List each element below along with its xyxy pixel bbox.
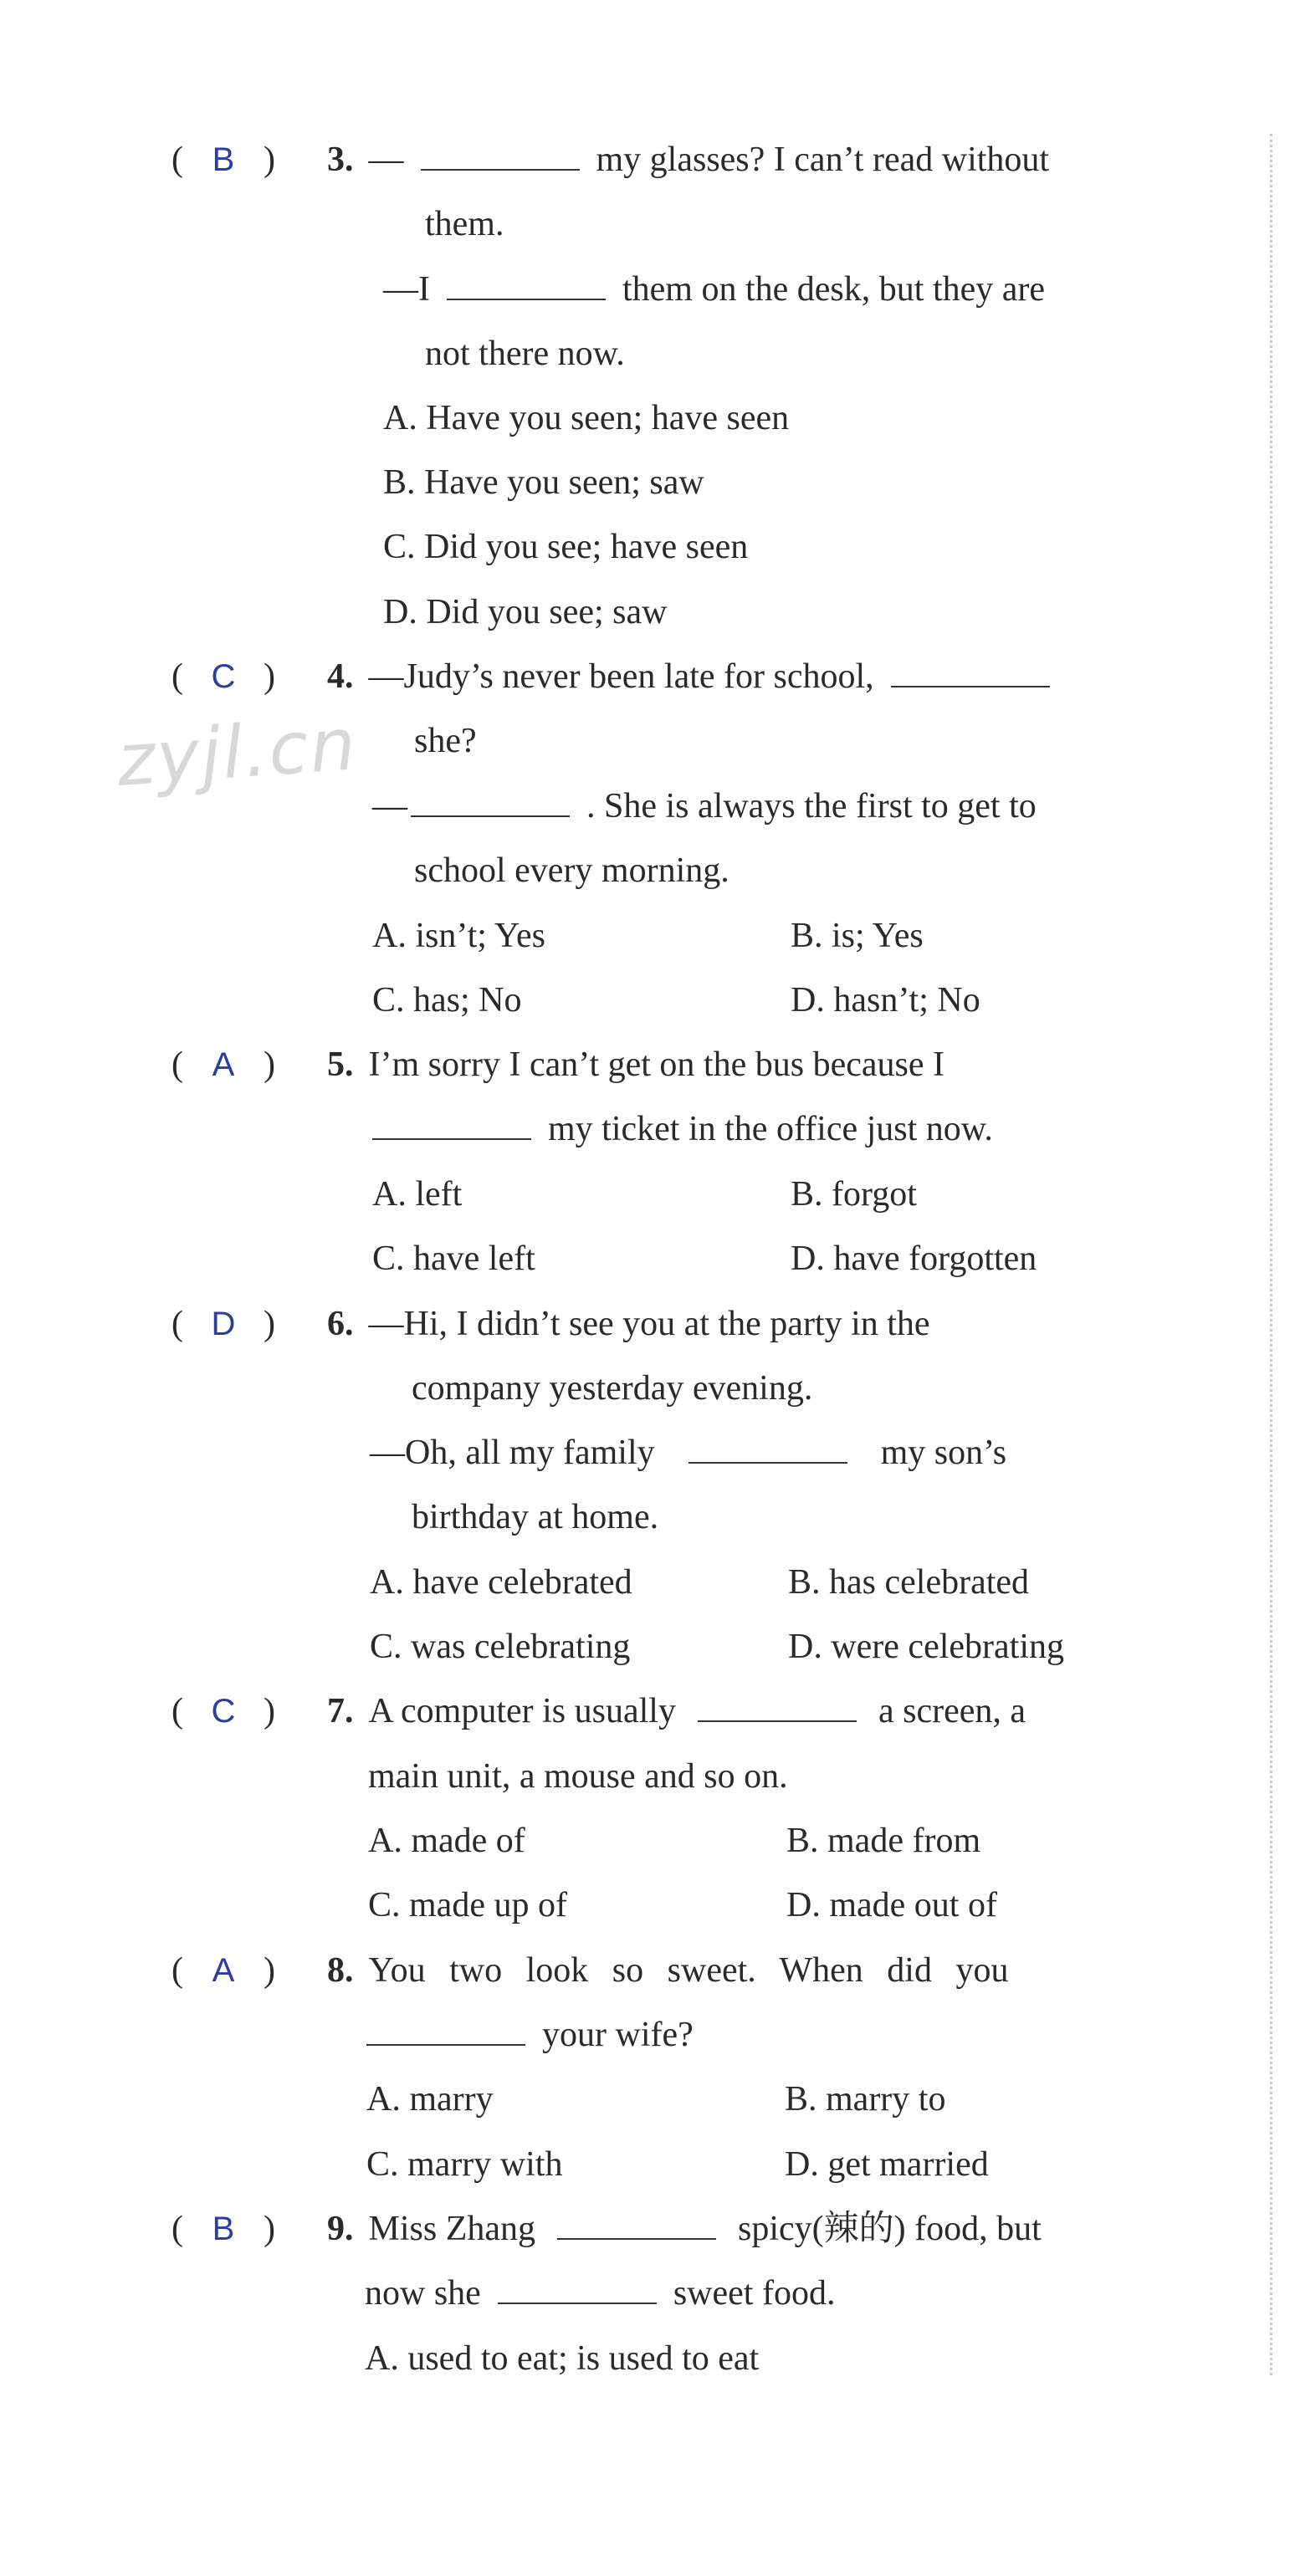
- blank: [447, 270, 606, 300]
- option-6a: A. have celebrated: [370, 1563, 632, 1602]
- option-8b: B. marry to: [785, 2080, 946, 2119]
- question-7-line-2: main unit, a mouse and so on.: [368, 1757, 788, 1796]
- question-8-line-1: ( A ) 8. You two look so sweet. When did you: [171, 1949, 1008, 1992]
- question-8-line-2: your wife?: [366, 2013, 694, 2057]
- answer-8: A: [212, 1952, 235, 1989]
- question-number-4: 4.: [327, 657, 354, 696]
- option-6d: D. were celebrating: [788, 1628, 1064, 1666]
- blank: [421, 141, 580, 171]
- answer-6: D: [211, 1306, 236, 1342]
- option-5a: A. left: [372, 1175, 463, 1214]
- blank: [498, 2274, 657, 2304]
- question-9-line-1: ( B ) 9. Miss Zhang spicy(辣的) food, but: [171, 2207, 1042, 2251]
- blank: [891, 657, 1050, 687]
- question-4-line-4: school every morning.: [414, 851, 729, 890]
- option-3b: B. Have you seen; saw: [383, 463, 704, 502]
- option-6b: B. has celebrated: [788, 1563, 1030, 1602]
- question-number-3: 3.: [327, 141, 354, 179]
- option-5b: B. forgot: [791, 1175, 917, 1214]
- question-6-line-3: —Oh, all my family my son’s: [370, 1434, 1007, 1472]
- option-7a: A. made of: [368, 1822, 525, 1860]
- option-7c: C. made up of: [368, 1886, 567, 1924]
- option-6c: C. was celebrating: [370, 1628, 631, 1666]
- question-number-5: 5.: [327, 1045, 354, 1084]
- blank: [698, 1692, 857, 1722]
- question-5-line-1: ( A ) 5. I’m sorry I can’t get on the bus because I: [171, 1043, 944, 1086]
- blank: [372, 1110, 531, 1140]
- option-4a: A. isn’t; Yes: [372, 917, 545, 955]
- answer-4: C: [211, 658, 236, 695]
- question-3-line-1: ( B ) 3. — my glasses? I can’t read without: [171, 138, 1049, 181]
- option-3d: D. Did you see; saw: [383, 593, 668, 631]
- answer-5: A: [212, 1046, 235, 1083]
- question-3-line-2: them.: [425, 205, 504, 243]
- option-3c: C. Did you see; have seen: [383, 528, 749, 566]
- question-4-line-1: ( C ) 4. —Judy’s never been late for school,: [171, 655, 1067, 698]
- question-number-8: 8.: [327, 1951, 354, 1990]
- blank: [366, 2016, 525, 2046]
- option-9a: A. used to eat; is used to eat: [365, 2339, 760, 2378]
- option-4b: B. is; Yes: [791, 917, 924, 955]
- option-4d: D. hasn’t; No: [791, 981, 980, 1020]
- blank: [411, 787, 570, 817]
- blank: [557, 2210, 716, 2240]
- option-7d: D. made out of: [786, 1886, 997, 1924]
- question-number-7: 7.: [327, 1692, 354, 1730]
- question-6-line-2: company yesterday evening.: [412, 1369, 813, 1408]
- option-3a: A. Have you seen; have seen: [383, 399, 790, 437]
- question-number-6: 6.: [327, 1305, 354, 1343]
- question-4-line-2: she?: [414, 722, 477, 760]
- question-6-line-4: birthday at home.: [412, 1498, 659, 1536]
- question-3-line-3: —I them on the desk, but they are: [383, 270, 1046, 309]
- option-8a: A. marry: [366, 2080, 494, 2119]
- question-7-line-1: ( C ) 7. A computer is usually a screen, a: [171, 1689, 1026, 1733]
- margin-divider: [1270, 134, 1272, 2375]
- watermark: zyjl.cn: [114, 703, 361, 803]
- question-5-line-2: my ticket in the office just now.: [372, 1107, 993, 1151]
- option-4c: C. has; No: [372, 981, 522, 1020]
- question-4-line-3: — . She is always the first to get to: [372, 787, 1037, 825]
- answer-9: B: [212, 2211, 235, 2247]
- blank: [689, 1434, 847, 1464]
- option-7b: B. made from: [786, 1822, 981, 1860]
- option-8c: C. marry with: [366, 2145, 563, 2184]
- option-5c: C. have left: [372, 1239, 535, 1278]
- question-9-line-2: now she sweet food.: [365, 2274, 836, 2313]
- answer-3: B: [212, 141, 235, 178]
- answer-7: C: [211, 1693, 236, 1730]
- option-8d: D. get married: [785, 2145, 989, 2184]
- option-5d: D. have forgotten: [791, 1239, 1037, 1278]
- question-3-line-4: not there now.: [425, 335, 625, 373]
- question-6-line-1: ( D ) 6. —Hi, I didn’t see you at the party in the: [171, 1302, 930, 1346]
- question-number-9: 9.: [327, 2210, 354, 2248]
